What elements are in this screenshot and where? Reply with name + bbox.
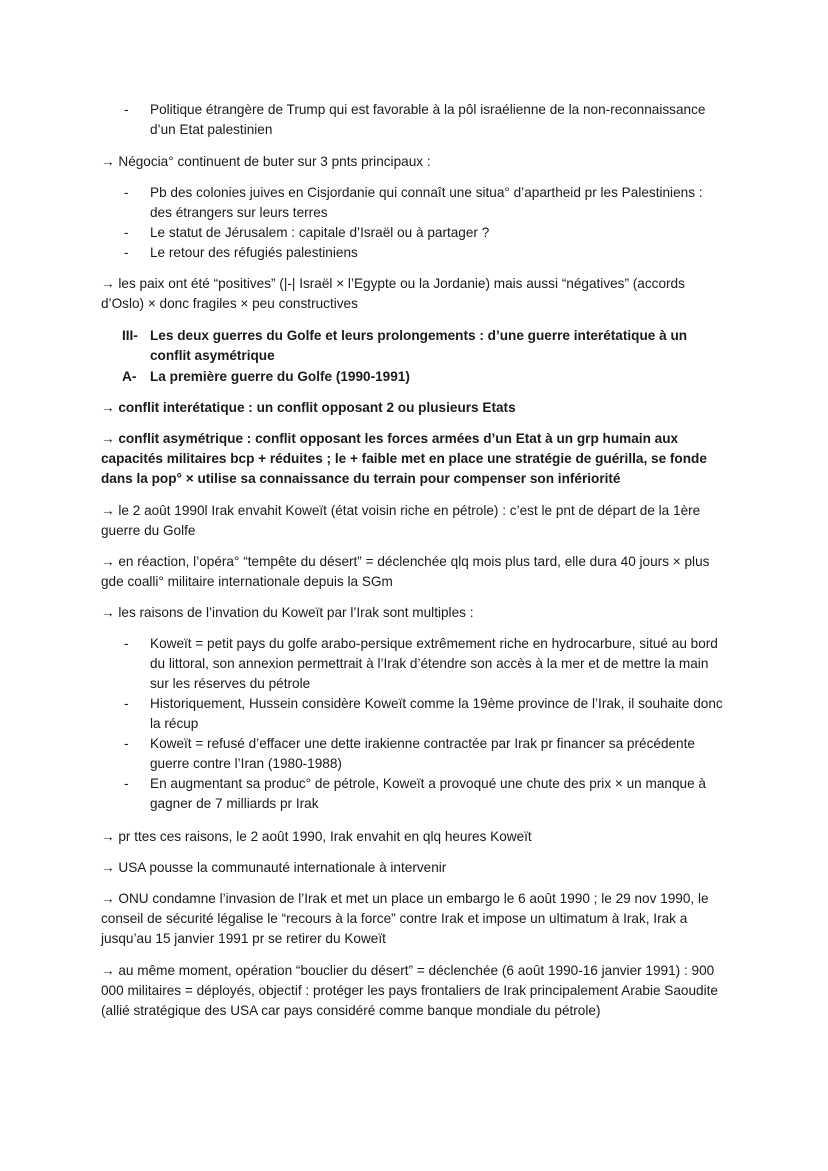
section-number: III- — [122, 328, 138, 343]
bullet-dash: - — [124, 102, 129, 117]
paragraph-tempete: → en réaction, l’opéra° “tempête du désert” = déclenchée qlq mois plus tard, elle dura 40 jours × plus gde coalli° militaire internationale depuis la SGm — [101, 554, 710, 589]
paragraph-invasion-heures: → pr ttes ces raisons, le 2 août 1990, Irak envahit en qlq heures Koweït — [101, 829, 532, 844]
list-item — [0, 694, 828, 734]
list-item-text: Le statut de Jérusalem : capitale d’Israël ou à partager ? — [150, 225, 490, 240]
section-heading-a — [0, 367, 828, 387]
paragraph-invasion-date: → le 2 août 1990l Irak envahit Koweït (état voisin riche en pétrole) : c’est le pnt de départ de la 1ère guerre du Golfe — [101, 503, 701, 538]
list-item-text: Koweït = refusé d’effacer une dette irakienne contractée par Irak pr financer sa précédente guerre contre l’Iran (1980-1988) — [150, 736, 695, 771]
paragraph-onu: → ONU condamne l’invasion de l’Irak et met un place un embargo le 6 août 1990 ; le 29 nov 1990, le conseil de sécurité légalise le “recours à la force” contre Irak et impose un ultimatum à Irak, Irak a jusqu’au 15 janvier 1991 pr se retirer du Koweït — [101, 891, 709, 946]
bullet-dash: - — [124, 636, 129, 651]
list-item — [0, 774, 828, 814]
list-item — [0, 183, 828, 223]
list-item-text: Pb des colonies juives en Cisjordanie qui connaît une situa° d’apartheid pr les Palestiniens : des étrangers sur leurs terres — [150, 185, 703, 220]
list-item — [0, 100, 828, 140]
bullet-list-trump — [0, 100, 828, 140]
bullet-list-points — [0, 183, 828, 263]
bullet-dash: - — [124, 696, 129, 711]
paragraph-bouclier: → au même moment, opération “bouclier du désert” = déclenchée (6 août 1990-16 janvier 1991) : 900 000 militaires = déployés, objectif : protéger les pays frontaliers de Irak principalement Arabie Saoudite (allié stratégique des USA car pays considéré comme banque mondiale du pétrole) — [101, 963, 718, 1018]
bullet-dash: - — [124, 245, 129, 260]
definition-interetatique: → conflit interétatique : un conflit opposant 2 ou plusieurs Etats — [101, 400, 516, 415]
section-title: La première guerre du Golfe (1990-1991) — [150, 369, 410, 384]
section-heading-iii — [0, 326, 828, 366]
list-item-text: Historiquement, Hussein considère Koweït comme la 19ème province de l’Irak, il souhaite donc la récup — [150, 696, 723, 731]
bullet-dash: - — [124, 776, 129, 791]
bullet-dash: - — [124, 185, 129, 200]
definition-asymetrique: → conflit asymétrique : conflit opposant les forces armées d’un Etat à un grp humain aux capacités militaires bcp + réduites ; le + faible met en place une stratégie de guérilla, se fonde dans la pop° × utilise sa connaissance du terrain pour compenser son infériorité — [101, 431, 707, 486]
list-item — [0, 634, 828, 694]
paragraph-raisons: → les raisons de l’invation du Koweït par l’Irak sont multiples : — [101, 605, 474, 620]
paragraph-usa: → USA pousse la communauté internationale à intervenir — [101, 860, 447, 875]
list-item-text: En augmentant sa produc° de pétrole, Koweït a provoqué une chute des prix × un manque à gagner de 7 milliards pr Irak — [150, 776, 706, 811]
bullet-list-raisons — [0, 634, 828, 814]
section-number: A- — [122, 369, 137, 384]
list-item — [0, 243, 828, 263]
paragraph-negociations: → Négocia° continuent de buter sur 3 pnts principaux : — [101, 154, 431, 169]
list-item — [0, 734, 828, 774]
list-item — [0, 223, 828, 243]
paragraph-paix: → les paix ont été “positives” (|-| Israël × l’Egypte ou la Jordanie) mais aussi “négatives” (accords d’Oslo) × donc fragiles × peu constructives — [101, 276, 685, 311]
list-item-text: Politique étrangère de Trump qui est favorable à la pôl israélienne de la non-reconnaissance d’un Etat palestinien — [150, 102, 706, 137]
bullet-dash: - — [124, 225, 129, 240]
bullet-dash: - — [124, 736, 129, 751]
list-item-text: Le retour des réfugiés palestiniens — [150, 245, 358, 260]
section-title: Les deux guerres du Golfe et leurs prolongements : d’une guerre interétatique à un conflit asymétrique — [150, 328, 688, 363]
list-item-text: Koweït = petit pays du golfe arabo-persique extrêmement riche en hydrocarbure, situé au bord du littoral, son annexion permettrait à l’Irak d’étendre son accès à la mer et de mettre la main sur les réserves du pétrole — [150, 636, 718, 691]
